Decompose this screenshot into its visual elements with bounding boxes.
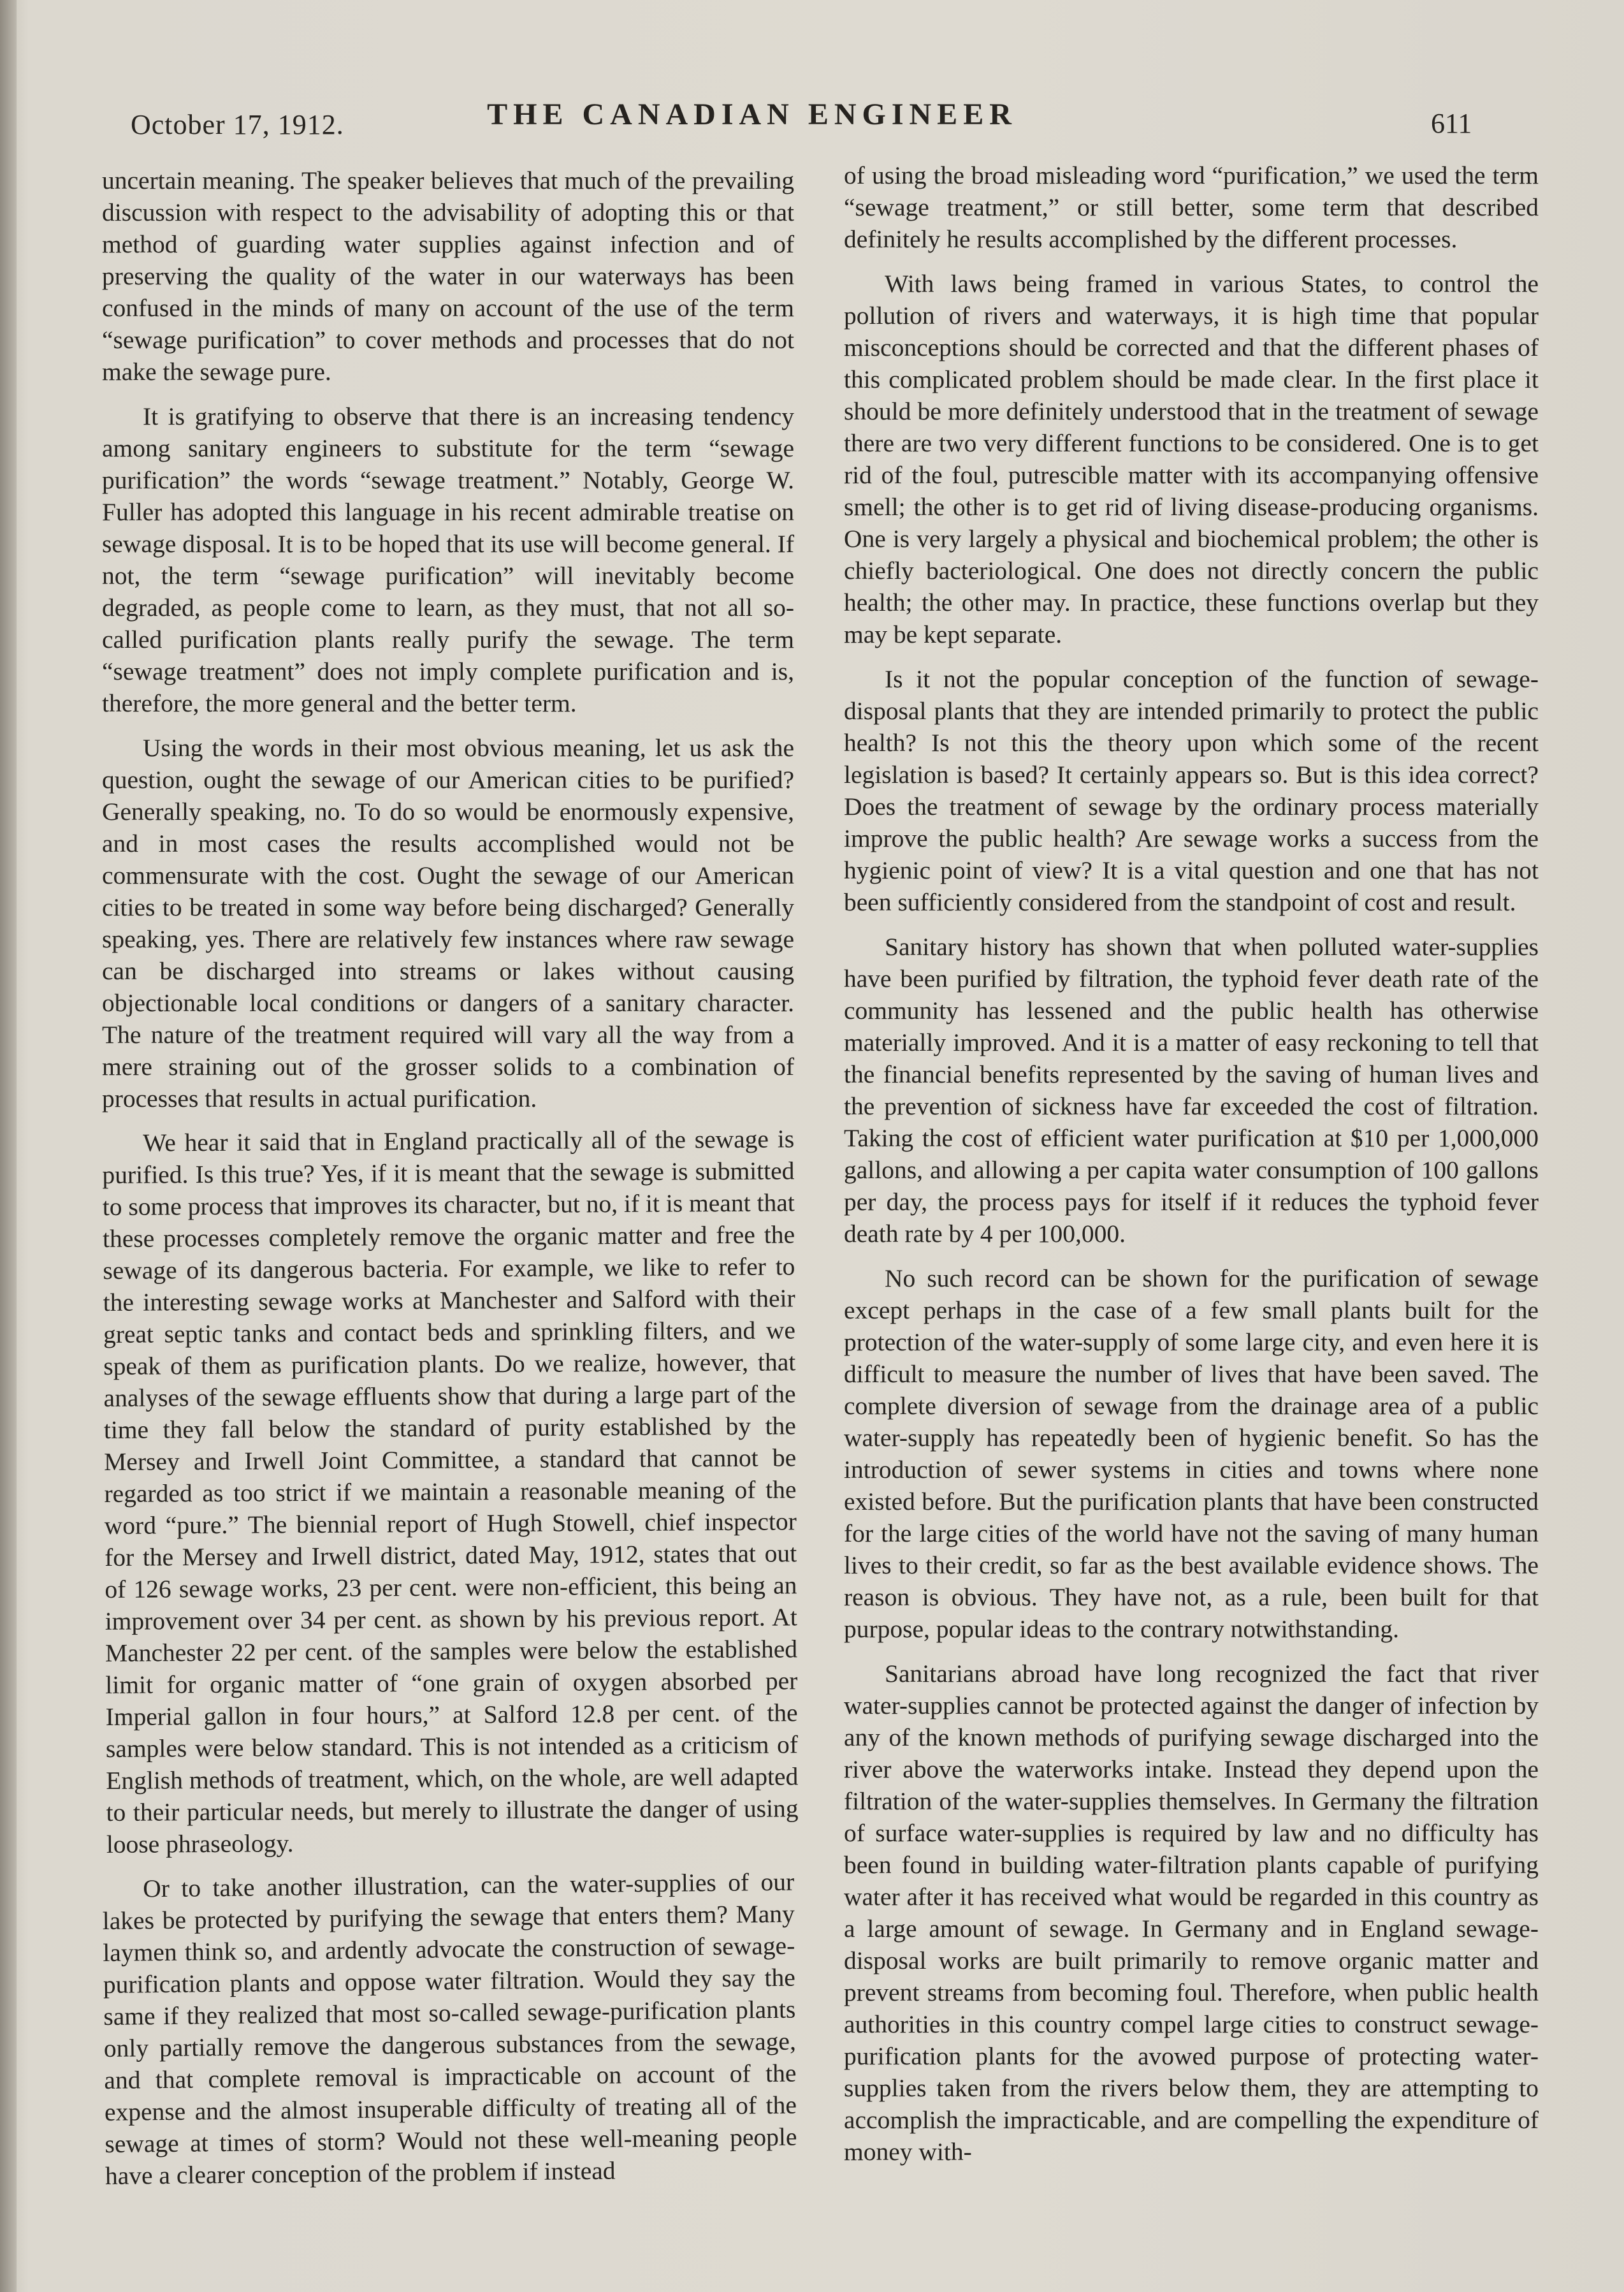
journal-title: THE CANADIAN ENGINEER <box>487 98 1017 131</box>
paragraph: We hear it said that in England practically all of the sewage is purified. Is this true? Yes, if it is meant that the sewage is submitted to some process that improves its character, but no, if it is meant that these processes completely remove the organic matter and free the sewage of its dangerous bacteria. For example, we like to refer to the interesting sewage works at Manchester and Salford with their great septic tanks and contact beds and sprinkling filters, and we speak of them as purification plants. Do we realize, however, that analyses of the sewage effluents show that during a large part of the time they fall below the standard of purity established by the Mersey and Irwell Joint Committee, a standard that cannot be regarded as too strict if we maintain a reasonable meaning of the word “pure.” The biennial report of Hugh Stowell, chief inspector for the Mersey and Irwell district, dated May, 1912, states that out of 126 sewage works, 23 per cent. were non-efficient, this being an improvement over 34 per cent. as shown by his previous report. At Manchester 22 per cent. of the samples were below the established limit for organic matter of “one grain of oxygen absorbed per Imperial gallon in four hours,” at Salford 12.8 per cent. of the samples were below standard. This is not intended as a criticism of English methods of treatment, which, on the whole, are well adapted to their particular needs, but merely to illustrate the danger of using loose phraseology. <box>102 1125 799 1858</box>
right-column <box>844 159 1539 2180</box>
paragraph: It is gratifying to observe that there is an increasing tendency among sanitary engineers to substitute for the term “sewage purification” the words “sewage treatment.” Notably, George W. Fuller has adopted this language in his recent admirable treatise on sewage disposal. It is to be hoped that its use will become general. If not, the term “sewage purification” will inevitably become degraded, as people come to learn, as they must, that not all so-called purification plants really purify the sewage. The term “sewage treatment” does not imply complete purification and is, therefore, the more general and the better term. <box>102 402 794 717</box>
paragraph: Is it not the popular conception of the function of sewage-disposal plants that they are intended primarily to protect the public health? Is not this the theory upon which some of the recent legislation is based? It certainly appears so. But is this idea correct? Does the treatment of sewage by the ordinary process materially improve the public health? Are sewage works a success from the hygienic point of view? It is a vital question and one that has not been sufficiently considered from the standpoint of cost and result. <box>844 665 1539 916</box>
page-number: 611 <box>1431 108 1472 139</box>
paragraph: Sanitary history has shown that when polluted water-supplies have been purified by filtration, the typhoid fever death rate of the community has lessened and the public health has otherwise materially improved. And it is a matter of easy reckoning to tell that the financial benefits represented by the saving of human lives and the prevention of sickness have far exceeded the cost of filtration. Taking the cost of efficient water purification at $10 per 1,000,000 gallons, and allowing a per capita water consumption of 100 gallons per day, the process pays for itself if it reduces the typhoid fever death rate by 4 per 100,000. <box>844 933 1539 1248</box>
paragraph: No such record can be shown for the purification of sewage except perhaps in the case of a few small plants built for the protection of the water-supply of some large city, and even here it is difficult to measure the number of lives that have been saved. The complete diversion of sewage from the drainage area of a public water-supply has repeatedly been of hygienic benefit. So has the introduction of sewer systems in cities and towns where none existed before. But the purification plants that have been constructed for the large cities of the world have not the saving of many human lives to their credit, so far as the best available evidence shows. The reason is obvious. They have not, as a rule, been built for that purpose, popular ideas to the contrary notwithstanding. <box>844 1264 1539 1643</box>
paragraph: With laws being framed in various States, to control the pollution of rivers and waterways, it is high time that popular misconceptions should be corrected and that the different phases of this complicated problem should be made clear. In the first place it should be more definitely understood that in the treatment of sewage there are two very different functions to be considered. One is to get rid of the foul, putrescible matter with its accompanying offensive smell; the other is to get rid of living disease-producing organisms. One is very largely a physical and biochemical problem; the other is chiefly bacteriological. One does not directly concern the public health; the other may. In practice, these functions overlap but they may be kept separate. <box>844 270 1539 648</box>
paragraph: of using the broad misleading word “purification,” we used the term “sewage treatment,” or still better, some term that described definitely he results accomplished by the different processes. <box>844 161 1539 253</box>
paragraph: uncertain meaning. The speaker believes that much of the prevailing discussion with respect to the advisability of adopting this or that method of guarding water supplies against infection and of preserving the quality of the water in our waterways has been confused in the minds of many on account of the use of the term “sewage purification” to cover methods and processes that do not make the sewage pure. <box>102 166 794 386</box>
paragraph: Using the words in their most obvious meaning, let us ask the question, ought the sewage of our American cities to be purified? Generally speaking, no. To do so would be enormously expensive, and in most cases the results accomplished would not be commensurate with the cost. Ought the sewage of our American cities to be treated in some way before being discharged? Generally speaking, yes. There are relatively few instances where raw sewage can be discharged into streams or lakes without causing objectionable local conditions or dangers of a sanitary character. The nature of the treatment required will vary all the way from a mere straining out of the grosser solids to a combination of processes that results in actual purification. <box>102 734 794 1113</box>
left-column <box>102 164 799 2205</box>
book-spine-shadow <box>0 0 17 2292</box>
header-date: October 17, 1912. <box>131 109 344 140</box>
paragraph: Sanitarians abroad have long recognized the fact that river water-supplies cannot be protected against the danger of infection by any of the known methods of purifying sewage discharged into the river above the waterworks intake. Instead they depend upon the filtration of the water-supplies themselves. In Germany the filtration of surface water-supplies is required by law and no difficulty has been found in building water-filtration plants capable of purifying water after it has received what would be regarded in this country as a large amount of sewage. In Germany and in England sewage-disposal works are built primarily to remove organic matter and prevent streams from becoming foul. Therefore, when public health authorities in this country compel large cities to construct sewage-purification plants for the avowed purpose of protecting water-supplies taken from the rivers below them, they are attempting to accomplish the impracticable, and are compelling the expenditure of money with- <box>844 1660 1539 2166</box>
paragraph: Or to take another illustration, can the water-supplies of our lakes be protected by purifying the sewage that enters them? Many laymen think so, and ardently advocate the construction of sewage-purification plants and oppose water filtration. Would they say the same if they realized that most so-called sewage-purification plants only partially remove the dangerous substances from the sewage, and that complete removal is impracticable on account of the expense and the almost insuperable difficulty of treating all of the sewage at times of storm? Would not these well-meaning people have a clearer conception of the problem if instead <box>102 1867 797 2190</box>
